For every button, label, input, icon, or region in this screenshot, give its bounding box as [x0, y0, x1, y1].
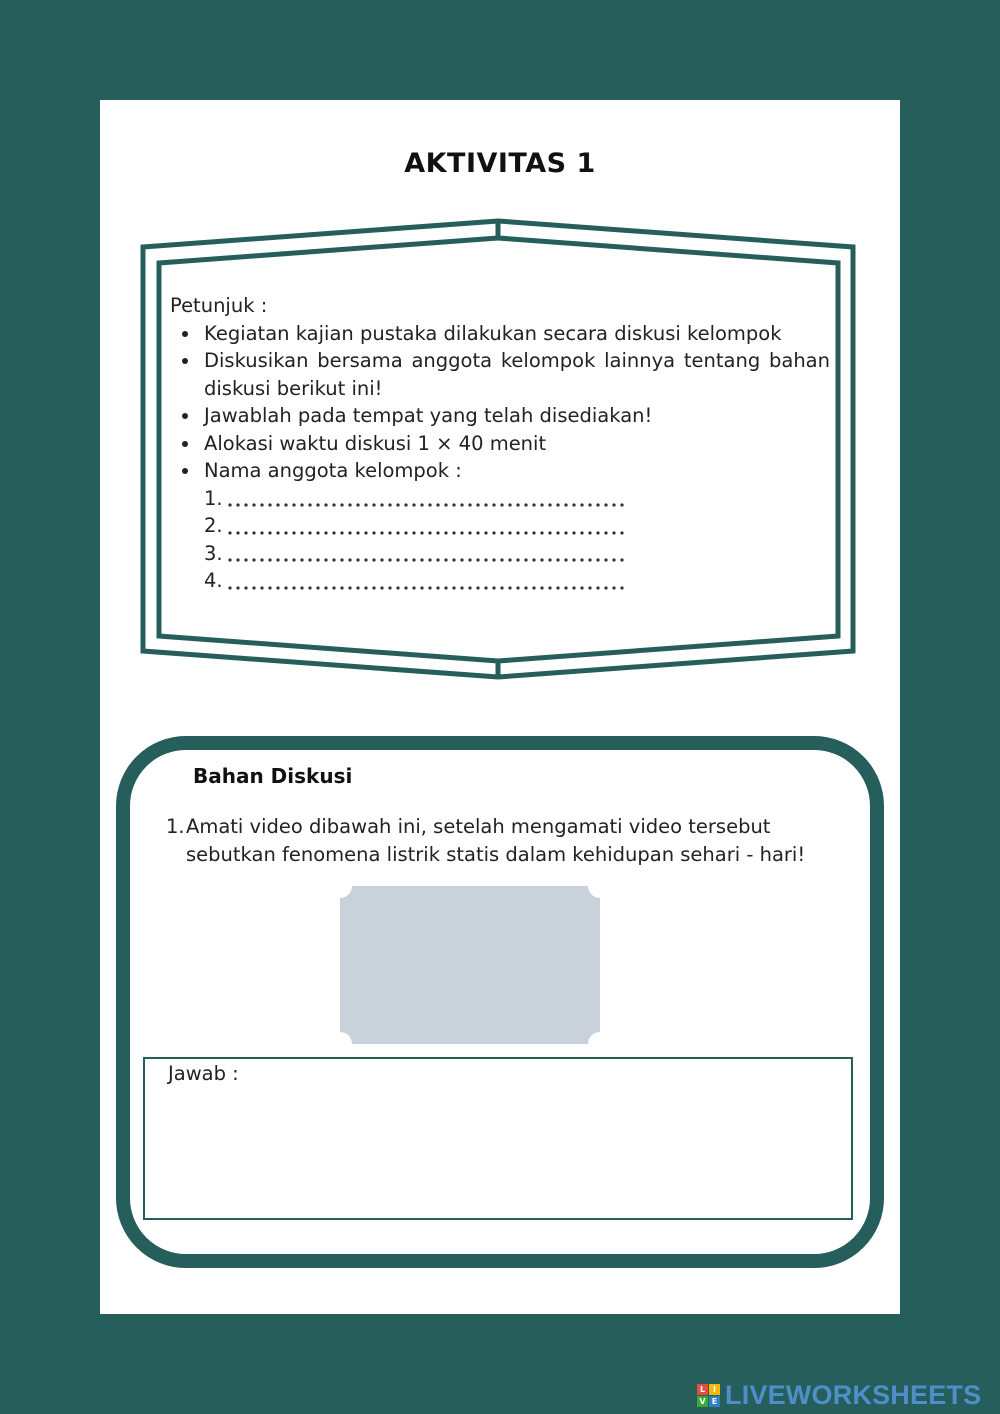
member-name-field[interactable] — [226, 501, 624, 509]
instructions-list — [170, 320, 830, 485]
page-title: AKTIVITAS 1 — [404, 148, 596, 179]
logo-letter: E — [709, 1396, 720, 1407]
member-list — [170, 485, 830, 595]
brand-logo-icon — [697, 1384, 720, 1407]
member-row — [204, 540, 830, 568]
member-name-field[interactable] — [226, 529, 624, 537]
member-name-field[interactable] — [226, 556, 624, 564]
logo-letter: L — [697, 1384, 708, 1395]
instructions-block — [170, 292, 830, 595]
instruction-item: Nama anggota kelompok : — [204, 457, 830, 485]
answer-label: Jawab : — [168, 1062, 239, 1085]
brand-name: LIVEWORKSHEETS — [725, 1380, 982, 1410]
question-text: Amati video dibawah ini, setelah mengamati video tersebut sebutkan fenomena listrik statis dalam kehidupan sehari - hari! — [186, 815, 806, 866]
member-number: 2. — [204, 514, 223, 537]
liveworksheets-brand — [697, 1380, 981, 1411]
instruction-item: Alokasi waktu diskusi 1 × 40 menit — [204, 430, 830, 458]
discussion-heading: Bahan Diskusi — [193, 764, 353, 788]
member-number: 4. — [204, 569, 223, 592]
logo-letter: V — [697, 1396, 708, 1407]
member-number: 1. — [204, 486, 223, 510]
video-placeholder[interactable] — [340, 886, 602, 1046]
instruction-item: Kegiatan kajian pustaka dilakukan secara diskusi kelompok — [204, 320, 830, 348]
member-row — [204, 567, 830, 595]
question-number: 1. — [166, 815, 185, 838]
question-item — [166, 813, 846, 869]
member-row — [204, 485, 830, 513]
instruction-item: Diskusikan bersama anggota kelompok lainnya tentang bahan diskusi berikut ini! — [204, 347, 830, 402]
instruction-item: Jawablah pada tempat yang telah disediakan! — [204, 402, 830, 430]
member-row — [204, 512, 830, 540]
instructions-heading: Petunjuk : — [170, 294, 268, 317]
member-name-field[interactable] — [226, 584, 624, 592]
member-number: 3. — [204, 541, 223, 565]
logo-letter: I — [709, 1384, 720, 1395]
answer-field[interactable] — [143, 1057, 853, 1220]
